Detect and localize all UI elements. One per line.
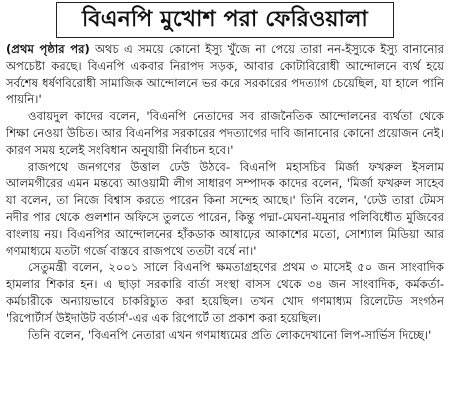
paragraph-text: অথচ এ সময়ে কোনো ইস্যু খুঁজে না পেয়ে তারা নন-ইস্যুকে ইস্যু বানানোর অপচেষ্টা করছে। বিএনপি একবার নিরাপদ সড়ক, আবার কোটাবিরোধী আন্দোলনে ব্যর্থ হয়ে সর্বশেষ ধর্ষণবিরোধী সামাজিক আন্দোলনে ভর করে সরকারের পদত্যাগ চেয়েছিল, যা হালে পানি পায়নি।' [6, 42, 444, 107]
paragraph-4: সেতুমন্ত্রী বলেন, ২০০১ সালে বিএনপি ক্ষমতাগ্রহণের প্রথম ৩ মাসেই ৫০ জন সাংবাদিক হামলার শিকার হন। এ ছাড়া সরকারি বার্তা সংস্থা বাসস থেকে ৩৪ জন সাংবাদিক, কর্মকর্তা-কর্মচারীকে অন্যায়ভাবে চাকরিচ্যুত করা হয়েছিল। তখন খোদ গণমাধ্যম রিলেটেড সংগঠন 'রিপোর্টার্স উইদাউট বর্ডার্স'-এর এক রিপোর্টে তা প্রকাশ করা হয়েছিল। [6, 260, 445, 325]
headline: বিএনপি মুখোশ পরা ফেরিওয়ালা [81, 6, 369, 32]
article-page [0, 2, 450, 409]
paragraph-3: রাজপথে জনগণের উত্তাল ঢেউ উঠবে- বিএনপি মহাসচিব মির্জা ফখরুল ইসলাম আলমগীরের এমন মন্তব্যে আওয়ামী লীগ সাধারণ সম্পাদক কাদের বলেন, 'মির্জা ফখরুল সাহেব যা বলেন, তা নিজে বিশ্বাস করতে পারেন কিনা সন্দেহ আছে।' তিনি বলেন, 'ঢেউ তারা টেমস নদীর পার থেকে গুলশান অফিসে তুলতে পারেন, কিন্তু পদ্মা-মেঘনা-যমুনার পলিবিধৌত মুজিবের বাংলায় নয়। বিএনপির আন্দোলনের হাঁকডাক আষাঢ়ের আকাশের মতো, সোশ্যাল মিডিয়া আর গণমাধ্যমে যতটা গর্জে বাস্তবে রাজপথে ততটা বর্ষে না।' [6, 159, 444, 258]
paragraph-5: তিনি বলেন, 'বিএনপি নেতারা এখন গণমাধ্যমের প্রতি লোকদেখানো লিপ-সার্ভিস দিচ্ছে।' [28, 327, 432, 342]
headline-box [56, 2, 394, 38]
paragraph-2: ওবায়দুল কাদের বলেন, 'বিএনপি নেতাদের সব রাজনৈতিক আন্দোলনের ব্যর্থতা থেকে শিক্ষা নেওয়া উচিত। আর বিএনপির সরকারের পদত্যাগের দাবি জানানোর কোনো প্রয়োজন নেই। কারণ সময় হলেই সংবিধান অনুযায়ী নির্বাচন হবে।' [6, 109, 444, 157]
continuation-label: (প্রথম পৃষ্ঠার পর) [6, 42, 90, 56]
article-body [6, 41, 444, 343]
paragraph-1 [6, 41, 444, 108]
